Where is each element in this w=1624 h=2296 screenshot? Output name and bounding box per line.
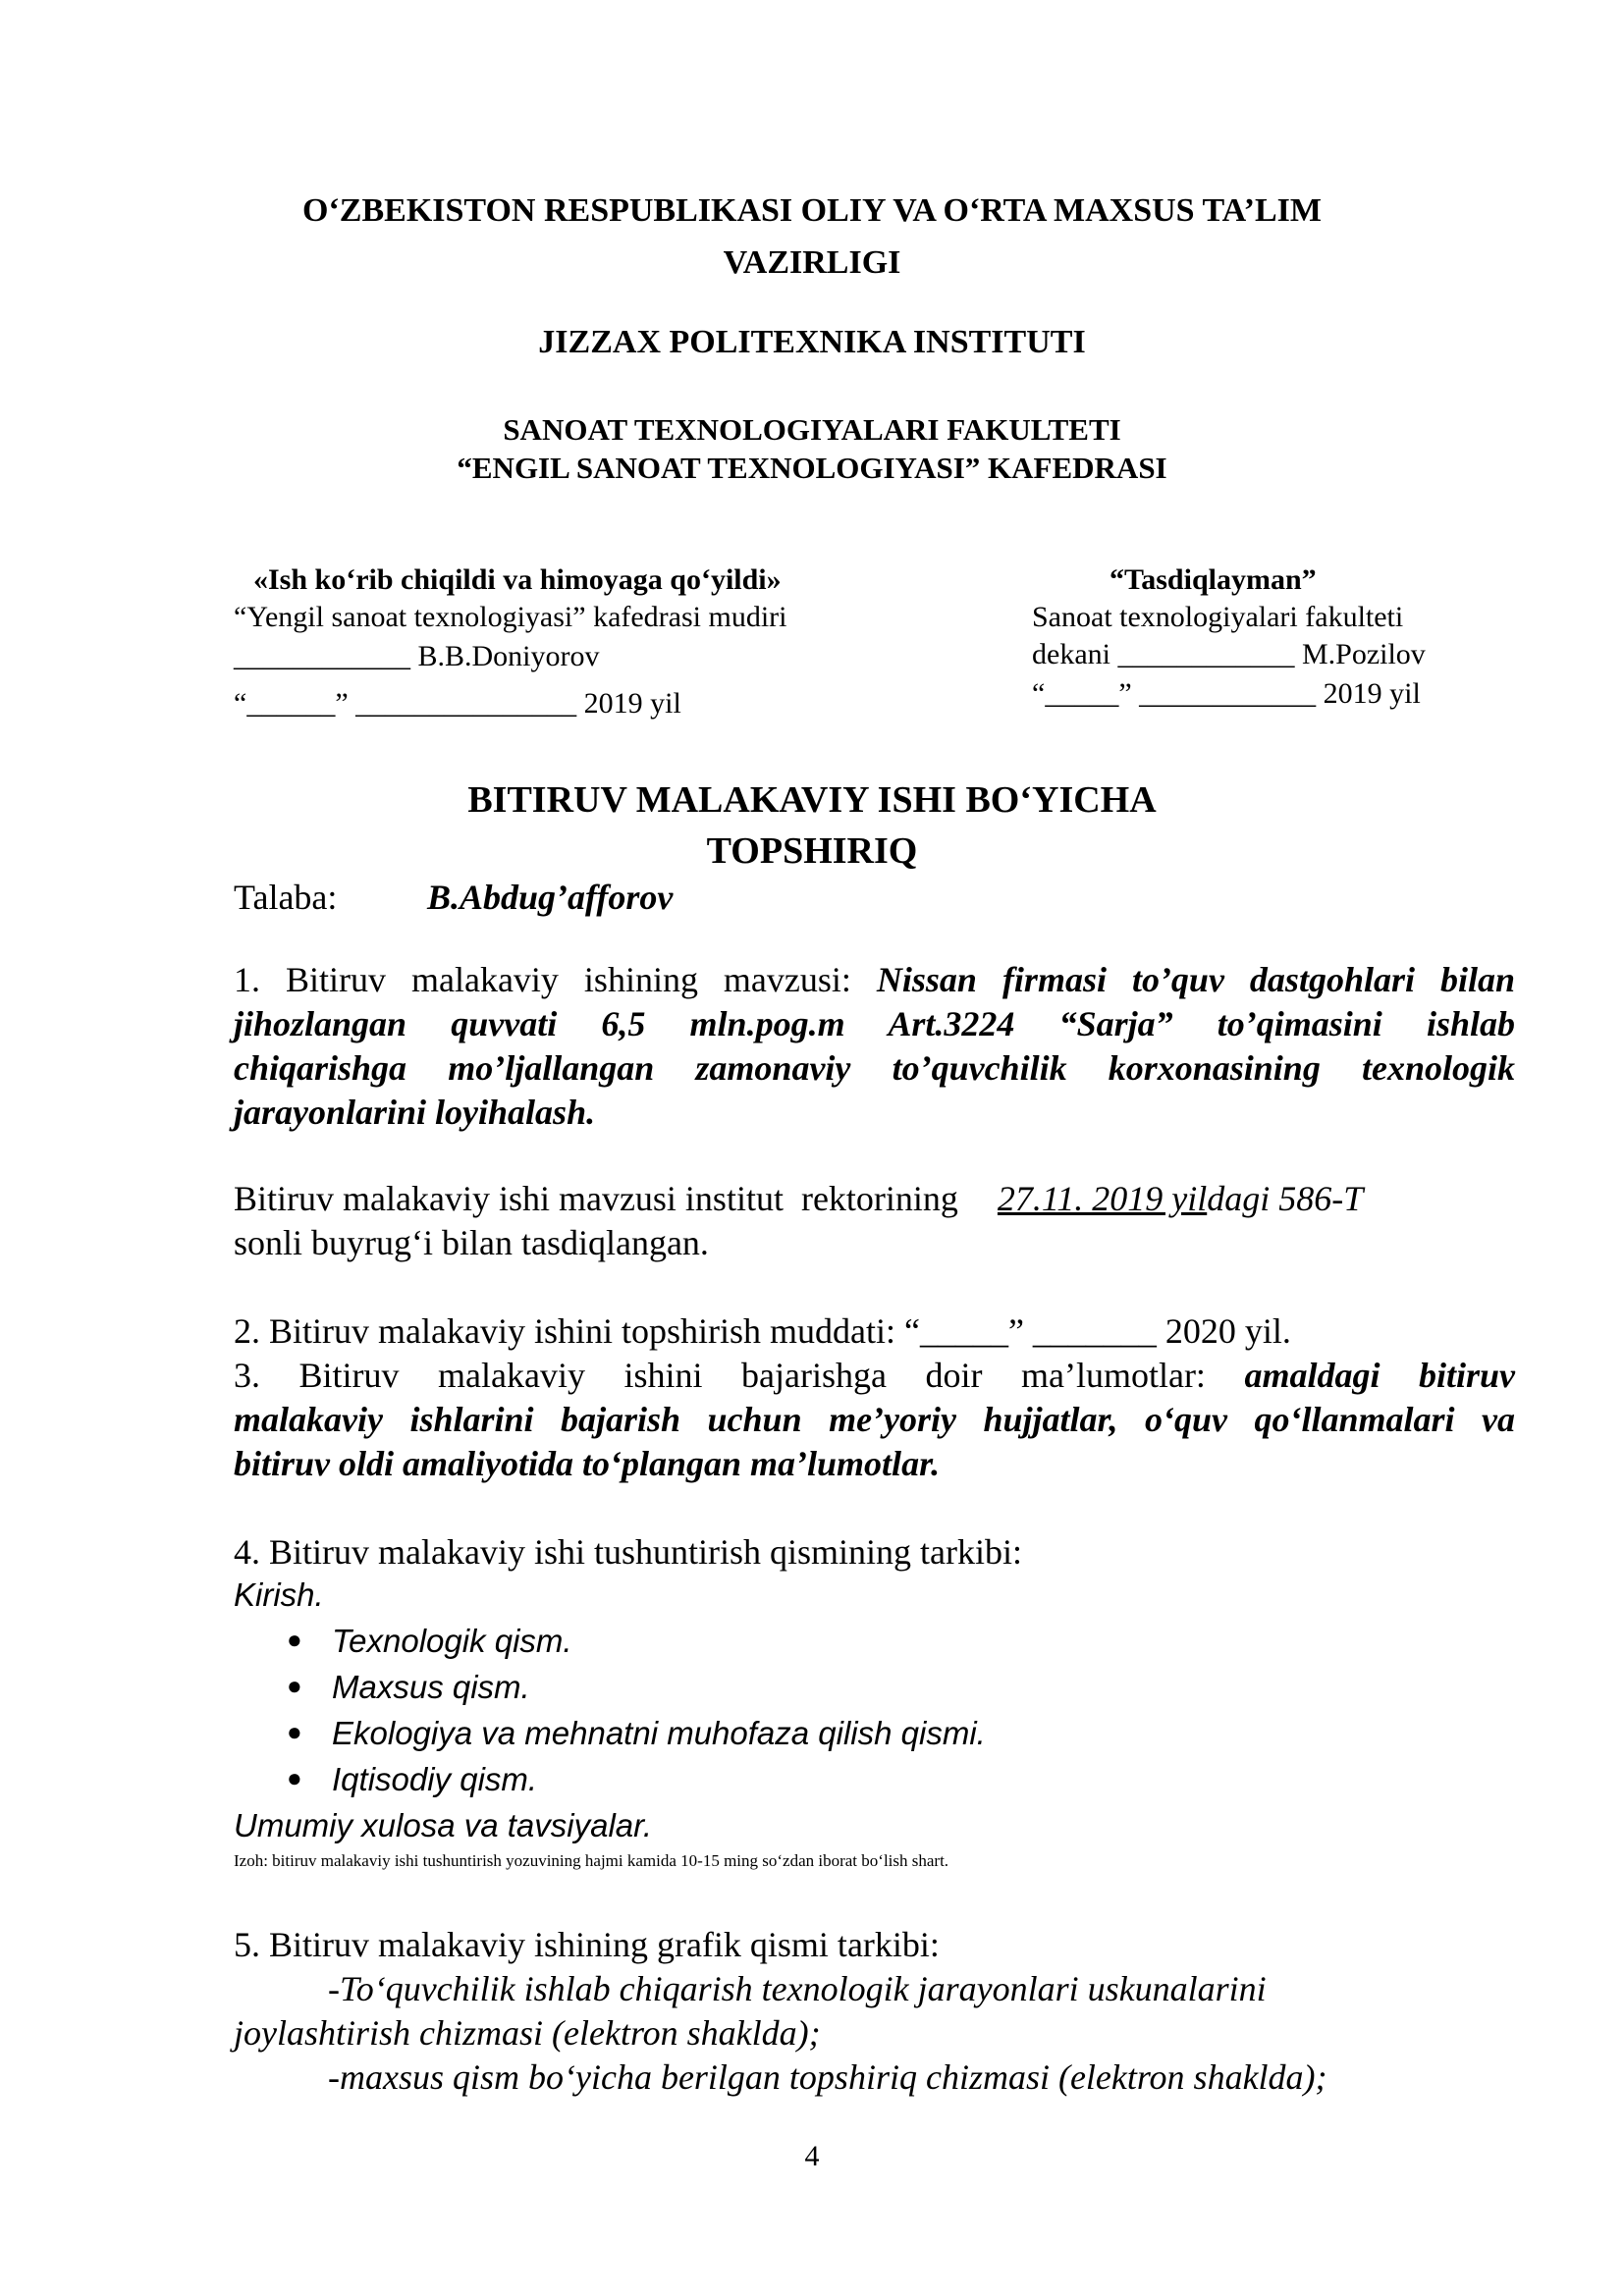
item1-topic-l1: Nissan firmasi to’quv dastgohlari bilan xyxy=(876,960,1515,999)
item4-note: Izoh: bitiruv malakaviy ishi tushuntirish yozuvining hajmi kamida 10-15 ming so‘zdan iborat bo‘lish shart. xyxy=(234,1851,949,1870)
approval-right-line3: “_____” ____________ 2019 yil xyxy=(1032,677,1421,710)
item1-line1 xyxy=(234,959,1515,1000)
institute-name: JIZZAX POLITEXNIKA INSTITUTI xyxy=(538,324,1086,360)
student-name: B.Abdug’afforov xyxy=(427,878,674,917)
approval-right-line1: Sanoat texnologiyalari fakulteti xyxy=(1032,601,1404,633)
document-title-line1: BITIRUV MALAKAVIY ISHI BO‘YICHA xyxy=(467,779,1157,821)
ministry-line1: O‘ZBEKISTON RESPUBLIKASI OLIY VA O‘RTA MAXSUS TA’LIM xyxy=(302,192,1322,229)
approval-note-rest: dagi 586-T xyxy=(1207,1179,1364,1218)
bullet-dot-icon: ● xyxy=(287,1718,302,1746)
item3-l1-bold: amaldagi bitiruv xyxy=(1244,1356,1515,1395)
approval-note-line2: sonli buyrug‘i bilan tasdiqlangan. xyxy=(234,1223,709,1262)
bullet-dot-icon: ● xyxy=(287,1764,302,1792)
item2-line: 2. Bitiruv malakaviy ishini topshirish muddati: “_____” _______ 2020 yil. xyxy=(234,1311,1291,1351)
item1-topic-l3: chiqarishga mo’ljallangan zamonaviy to’quvchilik korxonasining texnologik xyxy=(234,1048,1515,1088)
faculty-name: SANOAT TEXNOLOGIYALARI FAKULTETI xyxy=(503,412,1121,447)
item4-heading: 4. Bitiruv malakaviy ishi tushuntirish qismining tarkibi: xyxy=(234,1532,1022,1572)
approval-left-line2: ____________ B.B.Doniyorov xyxy=(234,640,600,672)
item5-line3: -maxsus qism bo‘yicha berilgan topshiriq chizmasi (elektron shaklda); xyxy=(328,2057,1327,2097)
item1-topic-l4: jarayonlarini loyihalash. xyxy=(234,1093,596,1132)
item5-heading: 5. Bitiruv malakaviy ishining grafik qismi tarkibi: xyxy=(234,1925,940,1964)
department-name: “ENGIL SANOAT TEXNOLOGIYASI” KAFEDRASI xyxy=(457,451,1167,485)
student-label: Talaba: xyxy=(234,878,338,917)
approval-right-line2: dekani ____________ M.Pozilov xyxy=(1032,638,1426,670)
item3-line3: bitiruv oldi amaliyotida to‘plangan ma’lumotlar. xyxy=(234,1444,941,1483)
approval-left-title: «Ish ko‘rib chiqildi va himoyaga qo‘yildi» xyxy=(253,563,782,596)
ministry-line2: VAZIRLIGI xyxy=(723,244,901,281)
approval-note-date: 27.11. 2019 yil xyxy=(997,1179,1208,1218)
document-title-line2: TOPSHIRIQ xyxy=(706,830,918,872)
page-number: 4 xyxy=(804,2140,820,2172)
item3-line2: malakaviy ishlarini bajarish uchun me’yoriy hujjatlar, o‘quv qo‘llanmalari va xyxy=(234,1400,1515,1439)
item1-prefix: 1. Bitiruv malakaviy ishining mavzusi: xyxy=(234,960,877,999)
item5-line1: -To‘quvchilik ishlab chiqarish texnologik jarayonlari uskunalarini xyxy=(328,1969,1267,2008)
item3-line1 xyxy=(234,1355,1515,1396)
bullet-dot-icon: ● xyxy=(287,1626,302,1654)
item4-intro: Kirish. xyxy=(234,1576,324,1613)
item5-line2: joylashtirish chizmasi (elektron shaklda); xyxy=(234,2013,821,2053)
item4-bullet-4: Iqtisodiy qism. xyxy=(332,1761,538,1797)
approval-right-title: “Tasdiqlayman” xyxy=(1110,563,1317,596)
item4-bullet-2: Maxsus qism. xyxy=(332,1669,530,1705)
item4-bullet-3: Ekologiya va mehnatni muhofaza qilish qismi. xyxy=(332,1715,986,1751)
item4-bullet-1: Texnologik qism. xyxy=(332,1623,572,1659)
approval-note-line1 xyxy=(234,1178,1515,1219)
item3-prefix: 3. Bitiruv malakaviy ishini bajarishga doir ma’lumotlar: xyxy=(234,1356,1245,1395)
approval-left-line1: “Yengil sanoat texnologiyasi” kafedrasi mudiri xyxy=(234,601,787,633)
approval-note-text: Bitiruv malakaviy ishi mavzusi institut rektorining xyxy=(234,1179,976,1218)
item1-topic-l2: jihozlangan quvvati 6,5 mln.pog.m Art.3224 “Sarja” to’qimasini ishlab xyxy=(234,1004,1515,1043)
approval-left-line3: “______” _______________ 2019 yil xyxy=(234,687,681,720)
item4-conclusion: Umumiy xulosa va tavsiyalar. xyxy=(234,1807,653,1843)
bullet-dot-icon: ● xyxy=(287,1672,302,1700)
